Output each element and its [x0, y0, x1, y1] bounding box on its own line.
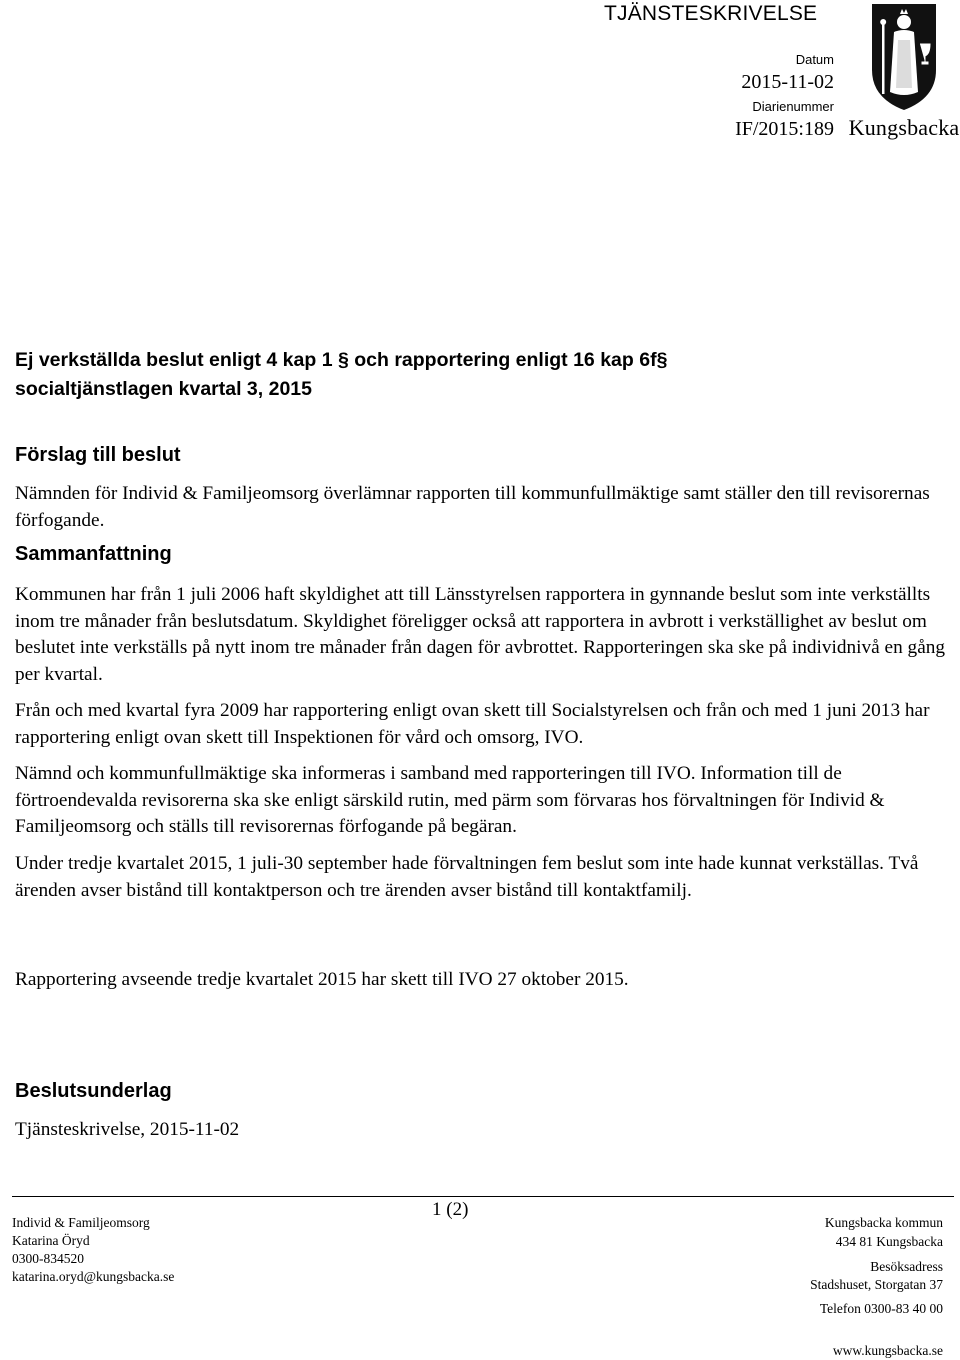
footer-email: katarina.oryd@kungsbacka.se — [12, 1269, 175, 1284]
page-number: 1 (2) — [432, 1199, 469, 1220]
kungsbacka-logo — [848, 0, 960, 145]
footer-person: Katarina Öryd — [12, 1233, 90, 1248]
section-sign-icon: § — [337, 349, 349, 371]
logo-text: Kungsbacka — [848, 115, 960, 140]
footer-divider — [12, 1196, 954, 1197]
footer-phone: 0300-834520 — [12, 1251, 84, 1266]
footer-org: Kungsbacka kommun — [824, 1215, 943, 1230]
section-sign-icon: § — [656, 349, 668, 371]
registration-value: IF/2015:189 — [735, 118, 834, 140]
document-title — [15, 346, 915, 404]
summary-paragraph-3: Nämnd och kommunfullmäktige ska informeras i samband med rapporteringen till IVO. Information till de förtroendevalda revisorerna ska ske enligt särskild rutin, med pärm som förvaras hos förvaltningen för Individ & Familjeomsorg och ställs till revisorernas förfogande på begäran. — [15, 763, 885, 837]
basis-heading: Beslutsunderlag — [15, 1080, 172, 1102]
title-line-2: socialtjänstlagen kvartal 3, 2015 — [15, 378, 312, 400]
footer-department: Individ & Familjeomsorg — [12, 1215, 150, 1230]
footer-postal: 434 81 Kungsbacka — [835, 1234, 943, 1249]
title-part-b: och rapportering enligt 16 kap 6f — [354, 349, 657, 371]
date-value: 2015-11-02 — [741, 71, 834, 93]
title-line-1 — [15, 346, 915, 375]
date-label: Datum — [795, 52, 834, 67]
footer-visit-label: Besöksadress — [870, 1259, 943, 1274]
footer-website: www.kungsbacka.se — [832, 1343, 943, 1358]
registration-label: Diarienummer — [752, 99, 834, 114]
kungsbacka-coat-of-arms-icon — [848, 0, 960, 112]
summary-paragraph-4: Under tredje kvartalet 2015, 1 juli-30 september hade förvaltningen fem beslut som inte hade kunnat verkställas. Två ärenden avser bistånd till kontaktperson och tre ärenden avser bistånd till kontaktfamilj. — [15, 853, 919, 901]
document-type: TJÄNSTESKRIVELSE — [604, 2, 818, 25]
proposal-text: Nämnden för Individ & Familjeomsorg överlämnar rapporten till kommunfullmäktige samt ställer den till revisorernas förfogande. — [15, 483, 930, 531]
proposal-heading: Förslag till beslut — [15, 444, 181, 466]
basis-text: Tjänsteskrivelse, 2015-11-02 — [15, 1119, 240, 1140]
summary-paragraph-5: Rapportering avseende tredje kvartalet 2015 har skett till IVO 27 oktober 2015. — [15, 969, 629, 990]
summary-paragraph-2: Från och med kvartal fyra 2009 har rapportering enligt ovan skett till Socialstyrelsen och från och med 1 juni 2013 har rapportering enligt ovan skett till Inspektionen för vård och omsorg, IVO. — [15, 700, 930, 748]
summary-paragraph-1: Kommunen har från 1 juli 2006 haft skyldighet att till Länsstyrelsen rapportera in gynnande beslut som inte verkställts inom tre månader från beslutsdatum. Skyldighet föreligger också att rapportera in avbrott i verkställighet av beslut om beslutet inte verkställs på nytt inom tre månader från dagen för avbrottet. Rapporteringen ska ske på individnivå en gång per kvartal. — [15, 584, 946, 685]
footer-telephone: Telefon 0300-83 40 00 — [819, 1301, 943, 1316]
footer-contact — [12, 1214, 174, 1286]
footer-visit-address: Stadshuset, Storgatan 37 — [810, 1277, 943, 1292]
title-part-a: Ej verkställda beslut enligt 4 kap 1 — [15, 349, 333, 371]
summary-heading: Sammanfattning — [15, 543, 172, 565]
